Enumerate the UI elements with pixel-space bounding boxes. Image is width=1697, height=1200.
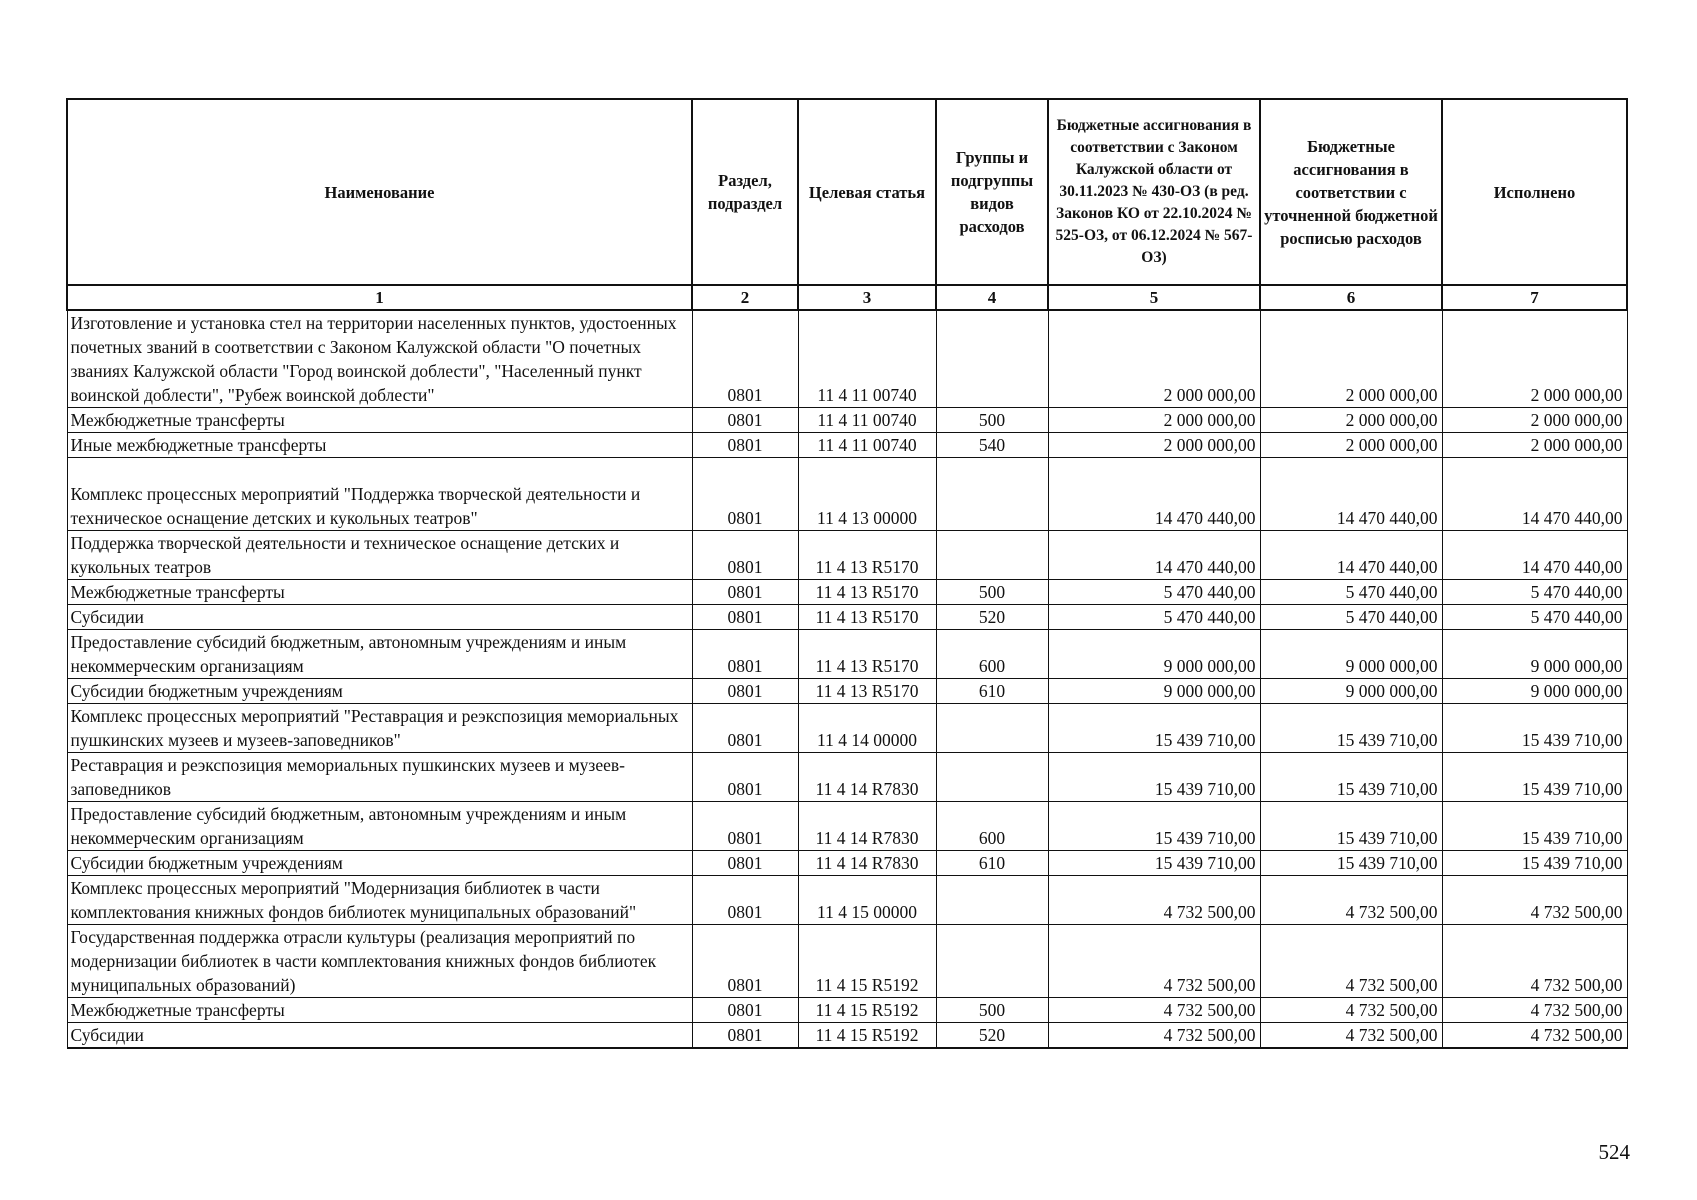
row-expense-group [936,1048,1048,1049]
row-executed-amount: 5 470 440,00 [1442,605,1627,630]
row-target-article: 11 4 14 R7830 [798,851,936,876]
row-expense-group: 520 [936,1023,1048,1048]
column-number: 6 [1260,285,1442,310]
table-row [67,802,1627,851]
row-target-article: 11 4 11 00740 [798,433,936,458]
table-row [67,679,1627,704]
table-row [67,851,1627,876]
row-name: Межбюджетные трансферты [67,580,692,605]
row-revised-amount: 4 732 500,00 [1260,925,1442,998]
row-executed-amount: 9 000 000,00 [1442,679,1627,704]
row-name: Иные межбюджетные трансферты [67,433,692,458]
table-row [67,531,1627,580]
row-revised-amount: 2 000 000,00 [1260,310,1442,408]
row-name: Субсидии [67,605,692,630]
header-revised-allocations: Бюджетные ассигнования в соответствии с уточненной бюджетной росписью расходов [1260,99,1442,285]
header-expense-groups: Группы и подгруппы видов расходов [936,99,1048,285]
row-name [67,1048,692,1049]
row-revised-amount: 4 732 500,00 [1260,998,1442,1023]
page-number: 524 [1598,1140,1630,1164]
table-header-row [67,99,1627,285]
row-expense-group [936,704,1048,753]
row-section: 0801 [692,704,798,753]
row-expense-group: 520 [936,605,1048,630]
row-executed-amount: 15 439 710,00 [1442,704,1627,753]
row-revised-amount: 9 000 000,00 [1260,679,1442,704]
row-law-amount: 14 470 440,00 [1048,458,1260,531]
row-executed-amount: 14 470 440,00 [1442,458,1627,531]
row-expense-group: 600 [936,630,1048,679]
table-row [67,1023,1627,1048]
row-law-amount: 2 000 000,00 [1048,310,1260,408]
row-revised-amount: 4 732 500,00 [1260,876,1442,925]
row-name: Субсидии [67,1023,692,1048]
row-target-article: 11 4 11 00740 [798,408,936,433]
column-number: 3 [798,285,936,310]
row-law-amount: 15 439 710,00 [1048,753,1260,802]
row-revised-amount [1260,1048,1442,1049]
row-section: 0801 [692,925,798,998]
row-law-amount: 15 439 710,00 [1048,704,1260,753]
header-target-article: Целевая статья [798,99,936,285]
row-section: 0801 [692,1023,798,1048]
column-number: 7 [1442,285,1627,310]
table-row [67,580,1627,605]
row-target-article: 11 4 15 R5192 [798,925,936,998]
row-executed-amount: 2 000 000,00 [1442,310,1627,408]
row-executed-amount: 4 732 500,00 [1442,998,1627,1023]
row-target-article: 11 4 13 R5170 [798,605,936,630]
row-name: Предоставление субсидий бюджетным, автономным учреждениям и иным некоммерческим организациям [67,630,692,679]
row-executed-amount [1442,1048,1627,1049]
row-revised-amount: 15 439 710,00 [1260,802,1442,851]
row-target-article: 11 4 11 00740 [798,310,936,408]
row-section: 0801 [692,310,798,408]
row-law-amount: 9 000 000,00 [1048,630,1260,679]
row-law-amount: 5 470 440,00 [1048,605,1260,630]
table-row [67,408,1627,433]
row-revised-amount: 5 470 440,00 [1260,580,1442,605]
row-revised-amount: 14 470 440,00 [1260,531,1442,580]
row-executed-amount: 4 732 500,00 [1442,876,1627,925]
row-expense-group [936,531,1048,580]
column-number-row [67,285,1627,310]
row-law-amount [1048,1048,1260,1049]
row-name: Субсидии бюджетным учреждениям [67,851,692,876]
row-target-article [798,1048,936,1049]
row-revised-amount: 14 470 440,00 [1260,458,1442,531]
row-expense-group [936,876,1048,925]
column-number: 2 [692,285,798,310]
row-revised-amount: 15 439 710,00 [1260,704,1442,753]
row-name: Предоставление субсидий бюджетным, автономным учреждениям и иным некоммерческим организациям [67,802,692,851]
row-section: 0801 [692,753,798,802]
row-name: Изготовление и установка стел на территории населенных пунктов, удостоенных почетных званий в соответствии с Законом Калужской области "О почетных званиях Калужской области "Город воинской доблести", "Населенный пункт воинской доблести", "Рубеж воинской доблести" [67,310,692,408]
row-section: 0801 [692,876,798,925]
table-row [67,998,1627,1023]
row-section: 0801 [692,408,798,433]
row-revised-amount: 4 732 500,00 [1260,1023,1442,1048]
row-law-amount: 4 732 500,00 [1048,1023,1260,1048]
row-target-article: 11 4 15 R5192 [798,998,936,1023]
header-executed: Исполнено [1442,99,1627,285]
row-executed-amount: 15 439 710,00 [1442,802,1627,851]
row-expense-group: 500 [936,408,1048,433]
row-revised-amount: 15 439 710,00 [1260,851,1442,876]
row-section: 0801 [692,998,798,1023]
row-law-amount: 9 000 000,00 [1048,679,1260,704]
column-number: 5 [1048,285,1260,310]
row-law-amount: 4 732 500,00 [1048,876,1260,925]
row-name: Комплекс процессных мероприятий "Реставрация и реэкспозиция мемориальных пушкинских музеев и музеев-заповедников" [67,704,692,753]
row-executed-amount: 4 732 500,00 [1442,925,1627,998]
row-target-article: 11 4 14 00000 [798,704,936,753]
row-expense-group [936,310,1048,408]
row-executed-amount: 2 000 000,00 [1442,408,1627,433]
table-row [67,605,1627,630]
row-expense-group [936,753,1048,802]
row-section: 0801 [692,433,798,458]
table-row [67,310,1627,408]
row-revised-amount: 9 000 000,00 [1260,630,1442,679]
table-row [67,433,1627,458]
row-law-amount: 5 470 440,00 [1048,580,1260,605]
row-target-article: 11 4 13 00000 [798,458,936,531]
table-row [67,876,1627,925]
row-executed-amount: 5 470 440,00 [1442,580,1627,605]
row-section: 0801 [692,679,798,704]
row-revised-amount: 5 470 440,00 [1260,605,1442,630]
row-expense-group: 610 [936,851,1048,876]
column-number: 1 [67,285,692,310]
row-section [692,1048,798,1049]
row-law-amount: 15 439 710,00 [1048,851,1260,876]
table-row [67,704,1627,753]
row-target-article: 11 4 14 R7830 [798,802,936,851]
row-expense-group: 540 [936,433,1048,458]
row-target-article: 11 4 13 R5170 [798,630,936,679]
row-target-article: 11 4 15 00000 [798,876,936,925]
row-name: Комплекс процессных мероприятий "Модернизация библиотек в части комплектования книжных фондов библиотек муниципальных образований" [67,876,692,925]
row-expense-group [936,925,1048,998]
row-expense-group: 610 [936,679,1048,704]
row-name: Межбюджетные трансферты [67,998,692,1023]
row-section: 0801 [692,630,798,679]
row-target-article: 11 4 13 R5170 [798,580,936,605]
row-revised-amount: 15 439 710,00 [1260,753,1442,802]
header-law-allocations: Бюджетные ассигнования в соответствии с Законом Калужской области от 30.11.2023 № 430-ОЗ (в ред. Законов КО от 22.10.2024 № 525-ОЗ, от 06.12.2024 № 567-ОЗ) [1048,99,1260,285]
row-executed-amount: 15 439 710,00 [1442,851,1627,876]
row-target-article: 11 4 14 R7830 [798,753,936,802]
table-row [67,753,1627,802]
table-row [67,925,1627,998]
row-revised-amount: 2 000 000,00 [1260,408,1442,433]
row-expense-group: 500 [936,998,1048,1023]
row-executed-amount: 15 439 710,00 [1442,753,1627,802]
row-name: Комплекс процессных мероприятий "Поддержка творческой деятельности и техническое оснащение детских и кукольных театров" [67,458,692,531]
row-expense-group: 600 [936,802,1048,851]
row-expense-group [936,458,1048,531]
header-name: Наименование [67,99,692,285]
row-revised-amount: 2 000 000,00 [1260,433,1442,458]
row-name: Субсидии бюджетным учреждениям [67,679,692,704]
row-law-amount: 4 732 500,00 [1048,925,1260,998]
row-law-amount: 2 000 000,00 [1048,408,1260,433]
row-law-amount: 4 732 500,00 [1048,998,1260,1023]
row-law-amount: 14 470 440,00 [1048,531,1260,580]
row-target-article: 11 4 13 R5170 [798,531,936,580]
row-executed-amount: 9 000 000,00 [1442,630,1627,679]
table-row [67,458,1627,531]
row-executed-amount: 14 470 440,00 [1442,531,1627,580]
row-law-amount: 15 439 710,00 [1048,802,1260,851]
row-section: 0801 [692,531,798,580]
row-law-amount: 2 000 000,00 [1048,433,1260,458]
row-executed-amount: 2 000 000,00 [1442,433,1627,458]
column-number: 4 [936,285,1048,310]
row-executed-amount: 4 732 500,00 [1442,1023,1627,1048]
row-section: 0801 [692,605,798,630]
row-expense-group: 500 [936,580,1048,605]
row-name: Межбюджетные трансферты [67,408,692,433]
row-target-article: 11 4 13 R5170 [798,679,936,704]
row-section: 0801 [692,580,798,605]
row-name: Поддержка творческой деятельности и техническое оснащение детских и кукольных театров [67,531,692,580]
header-section: Раздел, подраздел [692,99,798,285]
row-name: Реставрация и реэкспозиция мемориальных пушкинских музеев и музеев-заповедников [67,753,692,802]
row-target-article: 11 4 15 R5192 [798,1023,936,1048]
row-section: 0801 [692,851,798,876]
row-name: Государственная поддержка отрасли культуры (реализация мероприятий по модернизации библиотек в части комплектования книжных фондов библиотек муниципальных образований) [67,925,692,998]
row-section: 0801 [692,458,798,531]
budget-table [66,98,1628,1049]
table-row [67,630,1627,679]
table-row [67,1048,1627,1049]
row-section: 0801 [692,802,798,851]
